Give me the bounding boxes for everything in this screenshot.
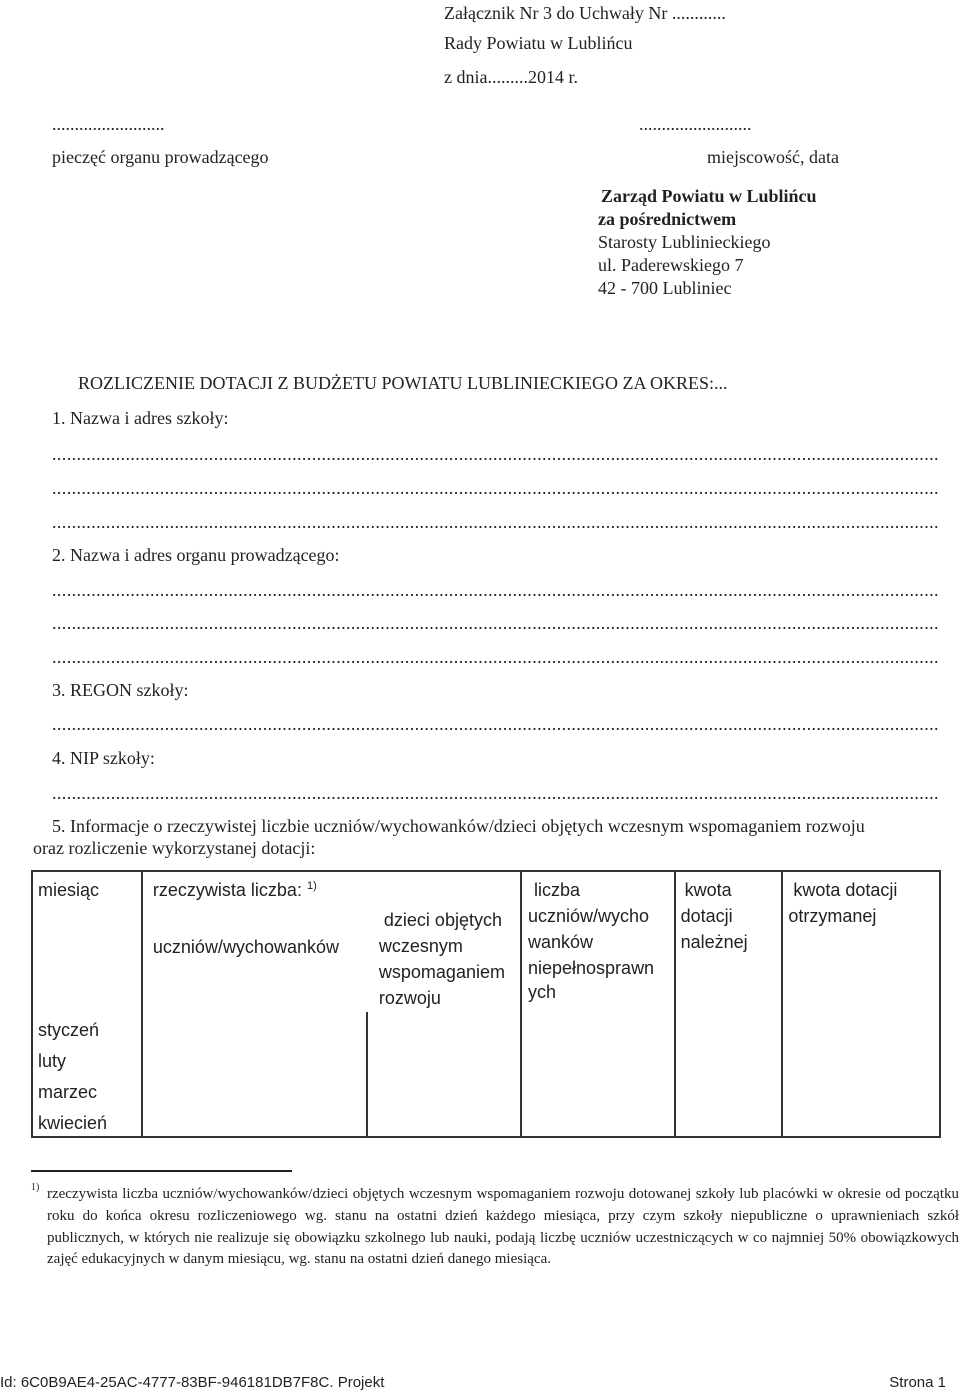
header-received-amount xyxy=(782,871,940,1012)
header-due-2: dotacji xyxy=(680,906,733,926)
annex-date: z dnia.........2014 r. xyxy=(444,67,578,87)
received-amount-cell[interactable] xyxy=(782,1074,940,1105)
field-operator-name-line1[interactable] xyxy=(52,580,938,600)
field-info-label-line2: oraz rozliczenie wykorzystanej dotacji: xyxy=(33,838,316,858)
field-operator-name-label: 2. Nazwa i adres organu prowadzącego: xyxy=(52,545,340,565)
due-amount-cell[interactable] xyxy=(675,1012,783,1043)
header-actual-count-label: rzeczywista liczba: $^{1)}$ xyxy=(152,880,317,900)
settlement-table xyxy=(31,870,941,1138)
month-label: styczeń xyxy=(38,1020,100,1040)
due-amount-cell[interactable] xyxy=(675,1105,783,1137)
month-label: marzec xyxy=(38,1082,98,1102)
header-due-amount xyxy=(675,871,783,1012)
students-cell[interactable] xyxy=(142,1074,367,1105)
disabled-cell[interactable] xyxy=(521,1074,675,1105)
month-cell xyxy=(32,1043,142,1074)
header-disabled-5: ych xyxy=(527,982,556,1002)
received-amount-cell[interactable] xyxy=(782,1105,940,1137)
disabled-cell[interactable] xyxy=(521,1105,675,1137)
page-number: Strona 1 xyxy=(889,1374,946,1391)
header-disabled-2: uczniów/wycho xyxy=(527,906,650,926)
students-cell[interactable] xyxy=(142,1105,367,1137)
council-name: Rady Powiatu w Lublińcu xyxy=(444,33,633,53)
addressee-line1: Zarząd Powiatu w Lublińcu xyxy=(601,186,817,206)
header-disabled-3: wanków xyxy=(527,932,594,952)
footnote-rule xyxy=(31,1170,292,1172)
early-support-cell[interactable] xyxy=(367,1043,521,1074)
seal-label: pieczęć organu prowadzącego xyxy=(52,147,269,167)
early-support-cell[interactable] xyxy=(367,1074,521,1105)
header-month-label: miesiąc xyxy=(38,880,100,900)
month-cell xyxy=(32,1074,142,1105)
early-support-cell[interactable] xyxy=(367,1012,521,1043)
students-cell[interactable] xyxy=(142,1012,367,1043)
field-operator-name-line3[interactable] xyxy=(52,647,938,667)
field-school-name-line1[interactable] xyxy=(52,444,938,464)
footnote-text: rzeczywista liczba uczniów/wychowanków/dzieci objętych wczesnym wspomaganiem rozwoju dotowanej szkoły lub placówki w okresie od początku roku do końca okresu rozliczeniowego wg. stanu na ostatni dzień każdego miesiąca, przy czym szkoły niepubliczne o uprawnieniach szkół publicznych, w których nie realizuje się obowiązku szkolnego lub nauki, podają liczbę uczniów uczestniczących w co najmniej 50% obowiązkowych zajęć edukacyjnych w danym miesiącu, wg. stanu na ostatni dzień danego miesiąca. xyxy=(47,1186,959,1268)
header-students: uczniów/wychowanków xyxy=(152,937,339,957)
field-operator-name-line2[interactable] xyxy=(52,613,938,633)
field-school-name-line3[interactable] xyxy=(52,512,938,532)
place-date-dots: ......................... xyxy=(639,114,752,134)
field-regon-line[interactable] xyxy=(52,714,938,734)
addressee-line2: za pośrednictwem xyxy=(598,209,737,229)
header-due-1: kwota xyxy=(684,880,732,900)
header-received-2: otrzymanej xyxy=(788,906,877,926)
addressee-line5: 42 - 700 Lubliniec xyxy=(598,278,732,298)
field-nip-label: 4. NIP szkoły: xyxy=(52,748,155,768)
header-early-support-3: wspomaganiem xyxy=(378,962,505,982)
disabled-cell[interactable] xyxy=(521,1012,675,1043)
footnote-marker: 1) xyxy=(31,1182,40,1193)
header-due-3: należnej xyxy=(680,932,748,952)
seal-dots: ......................... xyxy=(52,114,165,134)
header-actual-count xyxy=(142,871,521,1012)
field-info-label-line1: 5. Informacje o rzeczywistej liczbie uczniów/wychowanków/dzieci objętych wczesnym wspomaganiem rozwoju xyxy=(52,816,865,836)
header-received-1: kwota dotacji xyxy=(793,880,898,900)
received-amount-cell[interactable] xyxy=(782,1043,940,1074)
early-support-cell[interactable] xyxy=(367,1105,521,1137)
document-title: ROZLICZENIE DOTACJI Z BUDŻETU POWIATU LUBLINIECKIEGO ZA OKRES:... xyxy=(78,373,728,393)
header-early-support-1: dzieci objętych xyxy=(383,910,502,930)
field-school-name-line2[interactable] xyxy=(52,478,938,498)
due-amount-cell[interactable] xyxy=(675,1074,783,1105)
header-early-support-4: rozwoju xyxy=(378,988,441,1008)
field-nip-line[interactable] xyxy=(52,783,938,803)
received-amount-cell[interactable] xyxy=(782,1012,940,1043)
disabled-cell[interactable] xyxy=(521,1043,675,1074)
due-amount-cell[interactable] xyxy=(675,1043,783,1074)
header-disabled-4: niepełnosprawn xyxy=(527,958,655,978)
document-id: Id: 6C0B9AE4-25AC-4777-83BF-946181DB7F8C. Projekt xyxy=(0,1374,385,1391)
month-cell xyxy=(32,1012,142,1043)
field-school-name-label: 1. Nazwa i adres szkoły: xyxy=(52,408,229,428)
header-disabled-1: liczba xyxy=(533,880,581,900)
addressee-line3: Starosty Lublinieckiego xyxy=(598,232,771,252)
month-cell xyxy=(32,1105,142,1137)
month-label: luty xyxy=(38,1051,67,1071)
field-regon-label: 3. REGON szkoły: xyxy=(52,680,189,700)
annex-title: Załącznik Nr 3 do Uchwały Nr ............ xyxy=(444,3,726,23)
students-cell[interactable] xyxy=(142,1043,367,1074)
header-early-support-2: wczesnym xyxy=(378,936,463,956)
addressee-line4: ul. Paderewskiego 7 xyxy=(598,255,744,275)
month-label: kwiecień xyxy=(38,1113,108,1133)
header-disabled xyxy=(521,871,675,1012)
place-date-label: miejscowość, data xyxy=(707,147,839,167)
header-month xyxy=(32,871,142,1012)
